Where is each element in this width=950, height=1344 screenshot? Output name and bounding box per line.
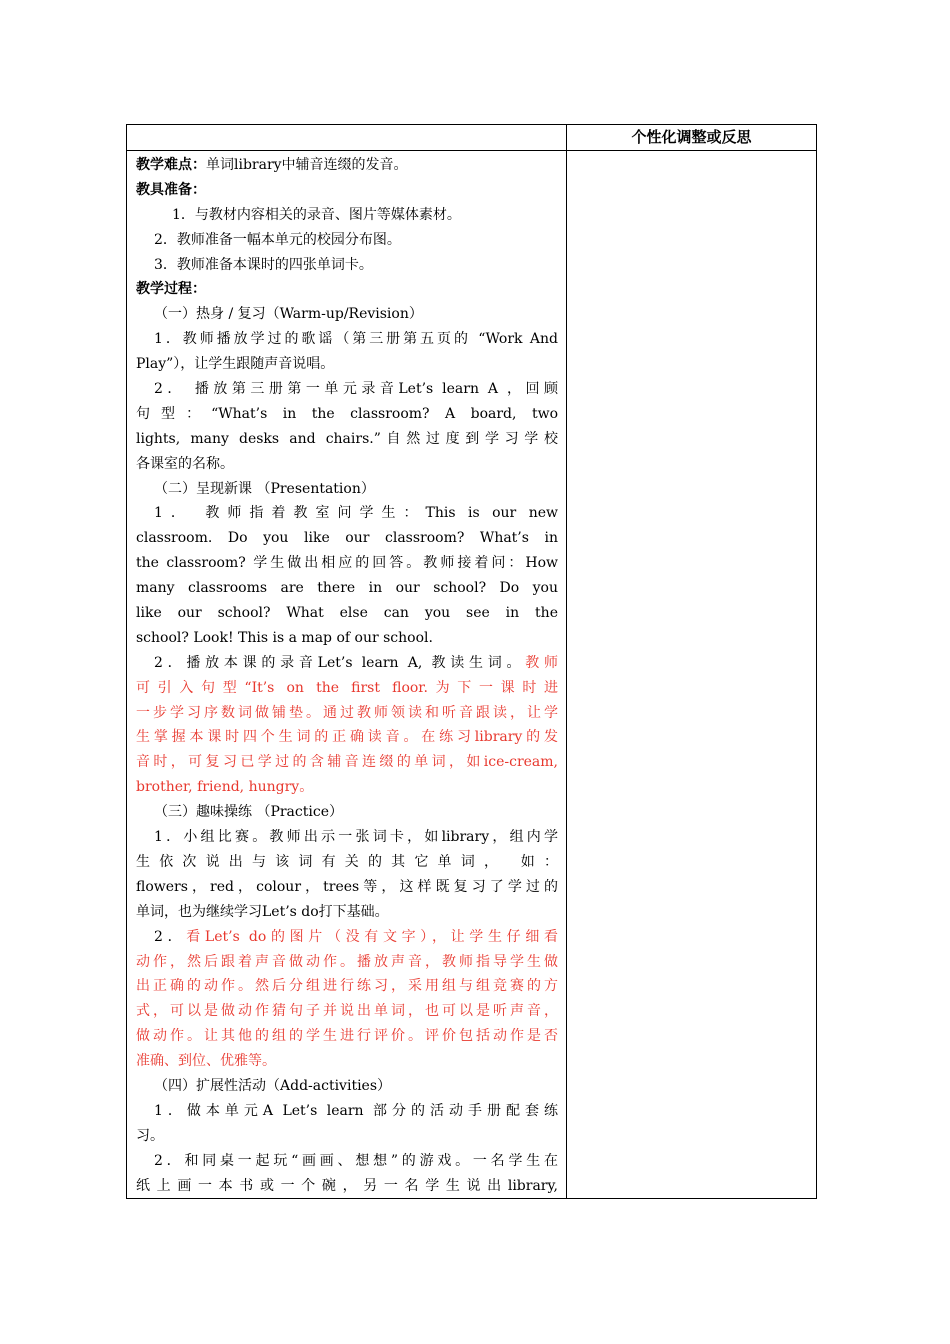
highlight-line: brother, friend, hungry。 bbox=[136, 779, 314, 796]
section-warmup-heading: （一）热身 / 复习（Warm-up/Revision） bbox=[154, 306, 423, 323]
content-row bbox=[127, 151, 817, 1199]
line-text: 2．播放本课的录音Let’s learn A, 教读生词。 bbox=[154, 654, 526, 671]
header-note-cell: 个性化调整或反思 bbox=[567, 125, 817, 151]
highlight-line: 准确、到位、优雅等。 bbox=[136, 1053, 276, 1070]
paragraph-line: 1．教师播放学过的歌谣（第三册第五页的 “Work And bbox=[154, 331, 558, 348]
line-material-3: 3．教师准备本课时的四张单词卡。 bbox=[154, 256, 373, 273]
paragraph-line: Play”），让学生跟随声音说唱。 bbox=[136, 356, 335, 373]
line-materials bbox=[136, 178, 558, 203]
reflection-cell[interactable] bbox=[567, 151, 817, 1199]
header-row bbox=[127, 125, 817, 151]
paragraph-line bbox=[136, 925, 558, 950]
paragraph-line: 句型：“What’s in the classroom? A board, two bbox=[136, 405, 558, 422]
paragraph-line: 各课室的名称。 bbox=[136, 455, 234, 472]
paragraph-line: the classroom? 学生做出相应的回答。教师接着问：How bbox=[136, 555, 558, 572]
paragraph-line: classroom. Do you like our classroom? What’s in bbox=[136, 530, 558, 547]
highlight-line: 音时，可复习已学过的含辅音连缀的单词，如ice-cream, bbox=[136, 754, 558, 771]
highlight-text: 看Let’s do的图片（没有文字），让学生仔细看 bbox=[186, 928, 558, 945]
highlight-line: 一步学习序数词做铺垫。通过教师领读和听音跟读，让学 bbox=[136, 704, 558, 721]
paragraph-line: 1．小组比赛。教师出示一张词卡，如library，组内学 bbox=[154, 829, 558, 846]
paragraph-line bbox=[136, 651, 558, 676]
paragraph-line: 1． 教师指着教室问学生：This is our new bbox=[154, 505, 558, 522]
line-difficulty bbox=[136, 153, 558, 178]
line-material-1: 1．与教材内容相关的录音、图片等媒体素材。 bbox=[172, 206, 461, 223]
lesson-content-cell bbox=[127, 151, 567, 1199]
line-text: 单词library中辅音连缀的发音。 bbox=[206, 157, 408, 173]
highlight-line: 出正确的动作。然后分组进行练习，采用组与组竞赛的方 bbox=[136, 978, 558, 995]
paragraph-line: 1．做本单元A Let’s learn 部分的活动手册配套练 bbox=[154, 1102, 558, 1119]
line-material-2: 2．教师准备一幅本单元的校园分布图。 bbox=[154, 231, 401, 248]
highlight-line: 做动作。让其他的组的学生进行评价。评价包括动作是否 bbox=[136, 1028, 558, 1045]
paragraph-line: many classrooms are there in our school? Do you bbox=[136, 580, 558, 597]
section-extension-heading: （四）扩展性活动（Add-activities） bbox=[154, 1077, 392, 1094]
section-presentation-heading: （二）呈现新课 （Presentation） bbox=[154, 480, 375, 497]
paragraph-line: lights, many desks and chairs.”自然过度到学习学校 bbox=[136, 430, 558, 447]
label-difficulty: 教学难点： bbox=[136, 157, 206, 173]
paragraph-line: like our school? What else can you see in the bbox=[136, 605, 558, 622]
paragraph-line: school? Look! This is a map of our school. bbox=[136, 629, 433, 646]
highlight-line: 式，可以是做动作猜句子并说出单词，也可以是听声音， bbox=[136, 1003, 558, 1020]
highlight-line: 动作，然后跟着声音做动作。播放声音，教师指导学生做 bbox=[136, 953, 558, 970]
section-practice-heading: （三）趣味操练 （Practice） bbox=[154, 804, 343, 821]
paragraph-line: 2．和同桌一起玩“画画、想想”的游戏。一名学生在 bbox=[154, 1152, 558, 1169]
header-main-cell bbox=[127, 125, 567, 151]
line-text: 2． bbox=[154, 928, 187, 945]
paragraph-line: 习。 bbox=[136, 1127, 164, 1144]
label-process: 教学过程： bbox=[136, 281, 206, 298]
highlight-line: 生掌握本课时四个生词的正确读音。在练习library的发 bbox=[136, 729, 558, 746]
paragraph-line: 2． 播放第三册第一单元录音Let’s learn A ，回顾 bbox=[154, 381, 558, 398]
paragraph-line: 生依次说出与该词有关的其它单词， 如： bbox=[136, 853, 558, 870]
line-process bbox=[136, 277, 558, 302]
label-materials: 教具准备： bbox=[136, 181, 206, 198]
paragraph-line: 纸上画一本书或一个碗，另一名学生说出library, bbox=[136, 1177, 558, 1194]
paragraph-line: 单词，也为继续学习Let’s do打下基础。 bbox=[136, 903, 389, 920]
highlight-line: 可引入句型“It’s on the first floor.为下一课时进 bbox=[136, 679, 558, 696]
highlight-text: 教师 bbox=[525, 654, 558, 671]
lesson-plan-table bbox=[126, 124, 817, 1199]
paragraph-line: flowers，red，colour，trees等，这样既复习了学过的 bbox=[136, 878, 558, 895]
